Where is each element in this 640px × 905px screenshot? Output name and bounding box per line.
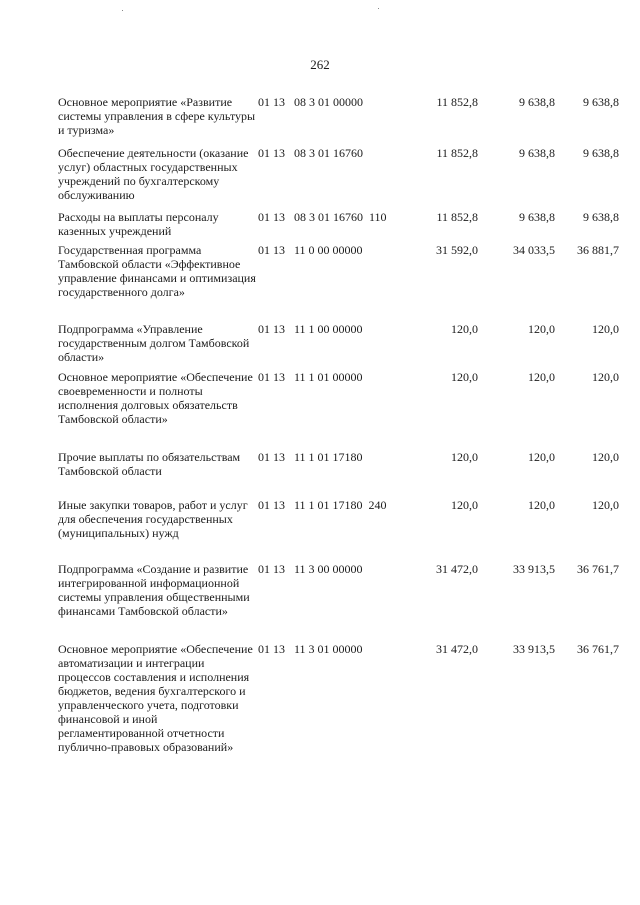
scan-dot (122, 10, 123, 11)
row-code: 01 13 11 1 00 00000 (258, 322, 363, 336)
row-description: Иные закупки товаров, работ и услуг для обеспечения государственных (муниципальных) нужд (58, 498, 248, 540)
row-code: 01 13 11 1 01 17180 (258, 450, 363, 464)
row-code: 01 13 08 3 01 16760 (258, 146, 363, 160)
row-description: Государственная программа Тамбовской области «Эффективное управление финансами и оптимизация государственного долга» (58, 243, 256, 299)
row-code: 01 13 11 1 01 17180 240 (258, 498, 387, 512)
page-number: 262 (310, 57, 330, 72)
value-year-2: 120,0 (528, 370, 555, 384)
value-year-1: 31 592,0 (436, 243, 478, 257)
value-year-3: 120,0 (592, 450, 619, 464)
row-code: 01 13 11 3 01 00000 (258, 642, 363, 656)
row-code: 01 13 08 3 01 00000 (258, 95, 363, 109)
row-description: Основное мероприятие «Обеспечение автоматизации и интеграции процессов составления и исполнения бюджетов, ведения бухгалтерского и управленческого учета, подготовки финансовой и иной регламентированной отчетности публично-правовых образований» (58, 642, 253, 754)
value-year-3: 9 638,8 (583, 210, 619, 224)
value-year-1: 31 472,0 (436, 642, 478, 656)
value-year-1: 11 852,8 (436, 146, 478, 160)
row-description: Обеспечение деятельности (оказание услуг) областных государственных учреждений по бухгалтерскому обслуживанию (58, 146, 249, 202)
value-year-1: 120,0 (451, 450, 478, 464)
value-year-3: 36 761,7 (577, 642, 619, 656)
value-year-2: 9 638,8 (519, 95, 555, 109)
value-year-3: 36 761,7 (577, 562, 619, 576)
row-description: Подпрограмма «Управление государственным долгом Тамбовской области» (58, 322, 250, 364)
value-year-2: 120,0 (528, 450, 555, 464)
value-year-2: 9 638,8 (519, 210, 555, 224)
value-year-3: 9 638,8 (583, 95, 619, 109)
value-year-1: 11 852,8 (436, 210, 478, 224)
value-year-1: 31 472,0 (436, 562, 478, 576)
value-year-3: 120,0 (592, 322, 619, 336)
value-year-2: 33 913,5 (513, 642, 555, 656)
value-year-2: 120,0 (528, 322, 555, 336)
value-year-1: 120,0 (451, 370, 478, 384)
row-description: Прочие выплаты по обязательствам Тамбовской области (58, 450, 241, 478)
value-year-1: 11 852,8 (436, 95, 478, 109)
value-year-1: 120,0 (451, 322, 478, 336)
row-code: 01 13 11 1 01 00000 (258, 370, 363, 384)
value-year-2: 33 913,5 (513, 562, 555, 576)
value-year-3: 120,0 (592, 370, 619, 384)
value-year-2: 120,0 (528, 498, 555, 512)
row-description: Основное мероприятие «Развитие системы управления в сфере культуры и туризма» (58, 95, 256, 137)
value-year-1: 120,0 (451, 498, 478, 512)
row-code: 01 13 11 3 00 00000 (258, 562, 363, 576)
scan-dot (378, 8, 379, 9)
value-year-2: 34 033,5 (513, 243, 555, 257)
row-description: Основное мероприятие «Обеспечение своевременности и полноты исполнения долговых обязательств Тамбовской области» (58, 370, 253, 426)
row-description: Расходы на выплаты персоналу казенных учреждений (58, 210, 219, 238)
row-code: 01 13 08 3 01 16760 110 (258, 210, 387, 224)
row-code: 01 13 11 0 00 00000 (258, 243, 363, 257)
value-year-3: 36 881,7 (577, 243, 619, 257)
value-year-3: 9 638,8 (583, 146, 619, 160)
value-year-3: 120,0 (592, 498, 619, 512)
row-description: Подпрограмма «Создание и развитие интегрированной информационной системы управления общественными финансами Тамбовской области» (58, 562, 250, 618)
value-year-2: 9 638,8 (519, 146, 555, 160)
